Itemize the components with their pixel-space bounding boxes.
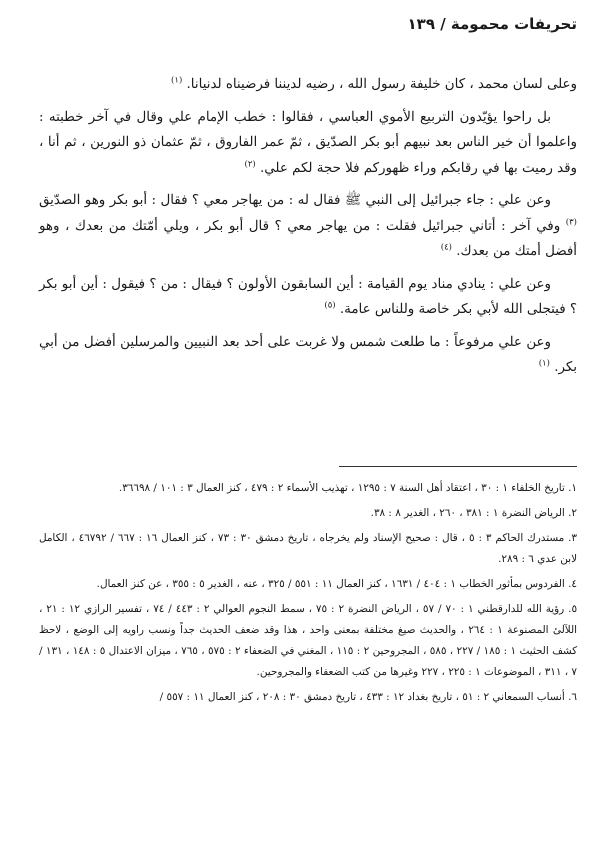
paragraph-3-text: وعن علي : جاء جبرائيل إلى النبي ﷺ فقال له : من يهاجر معي ؟ فقال : أبو بكر وهو الصدّيق xyxy=(39,193,551,208)
footnote-6: ٦. أنساب السمعاني ٢ : ٥١ ، تاريخ بغداد ١٢ : ٤٣٣ ، تاريخ دمشق ٣٠ : ٢٠٨ ، كنز العمال ١١ : ٥٥٧ / xyxy=(159,691,577,703)
note-marker-6: (١) xyxy=(538,358,550,369)
paragraph-2 xyxy=(39,105,577,182)
running-header: تحريفات محمومة / ١٣٩ xyxy=(407,15,577,33)
footnote-2: ٢. الرياض النضرة ١ : ٣٨١ ، ٢٦٠ ، الغدير ٨ : ٣٨. xyxy=(370,507,577,519)
paragraph-3 xyxy=(39,188,577,265)
paragraph-5 xyxy=(39,330,577,381)
paragraph-1-text: وعلى لسان محمد ، كان خليفة رسول الله ، رضيه لديننا فرضيناه لدنيانا. xyxy=(186,77,577,92)
main-text xyxy=(39,72,577,388)
note-marker-3: (٣) xyxy=(565,217,577,228)
note-marker-4: (٤) xyxy=(440,242,452,253)
footnote-1: ١. تاريخ الخلفاء ١ : ٣٠ ، اعتقاد أهل السنة ٧ : ١٢٩٥ ، تهذيب الأسماء ٢ : ٤٧٩ ، كنز العمال ٣ : ١٠١ / ٣٦٦٩٨. xyxy=(118,482,577,494)
paragraph-2-text: بل راحوا يؤيّدون التربيع الأموي العباسي ، فقالوا : خطب الإمام علي وقال في آخر خطبته : واعلموا أن خير الناس بعد نبيهم أبو بكر الصدّيق ، ثمّ عمر الفاروق ، ثمّ عثمان ذو النورين ، ثم أنا ، وقد رميت بها في رقابكم وراء ظهوركم فلا حجة لكم علي. xyxy=(39,109,577,176)
footnote-4: ٤. الفردوس بمأثور الخطاب ١ : ٤٠٤ / ١٦٣١ ، كنز العمال ١١ : ٥٥١ / ٣٢٥ ، عنه ، الغدير ٥ : ٣٥٥ ، عن كنز العمال. xyxy=(96,578,577,590)
note-marker-1: (١) xyxy=(171,75,183,86)
footnotes xyxy=(39,478,577,712)
footnote-separator xyxy=(339,466,577,467)
note-marker-2: (٢) xyxy=(244,159,256,170)
paragraph-1 xyxy=(39,72,577,98)
paragraph-4-text: وعن علي : ينادي مناد يوم القيامة : أين السابقون الأولون ؟ فيقال : من ؟ فيقول : أين أبو بكر ؟ فيتجلى الله لأبي بكر خاصة وللناس عامة. xyxy=(39,276,577,317)
paragraph-3-continuation: وفي آخر : أتاني جبرائيل فقلت : من يهاجر معي ؟ قال أبو بكر ، ويلي أمّتك من بعدك ، وهو أفضل أمتك من بعدك. xyxy=(39,218,577,259)
footnote-5: ٥. رؤية الله للدارقطني ١ : ٧٠ / ٥٧ ، الرياض النضرة ٢ : ٧٥ ، سمط النجوم العوالي ٢ : ٤٤٣ / ٧٤ ، تفسير الرازي ١٢ : ٢١ ، اللآلئ المصنوعة ١ : ٢٦٤ ، والحديث صيغ مختلفة بمعنى واحد ، هذا وقد ضعف الحديث جداً ونسب راويه إلى الوضع ، لاحظ كشف الحثيث ١ : ١٨٥ / ٢٢٧ ، ٥٨٥ ، المجروحين ٢ : ١١٥ ، المغني في الضعفاء ٢ : ٥٧٥ ، ٧٦٥ ، ميزان الاعتدال ٥ : ١٤٨ ، ١٣١ / ٧ ، ٣١١ ، الموضوعات ١ : ٢٢٥ ، ٢٢٧ وغيرها من كتب الضعفاء والمجروحين. xyxy=(39,603,578,678)
footnote-3: ٣. مستدرك الحاكم ٣ : ٥ ، قال : صحيح الإسناد ولم يخرجاه ، تاريخ دمشق ٣٠ : ٧٣ ، كنز العمال ١٦ : ٦٦٧ / ٤٦٧٩٢ ، الكامل لابن عدي ٦ : ٢٨٩. xyxy=(39,532,578,565)
paragraph-5-text: وعن علي مرفوعاً : ما طلعت شمس ولا غربت على أحد بعد النبيين والمرسلين أفضل من أبي بكر. xyxy=(39,334,577,375)
paragraph-4 xyxy=(39,272,577,323)
note-marker-5: (٥) xyxy=(324,300,336,311)
